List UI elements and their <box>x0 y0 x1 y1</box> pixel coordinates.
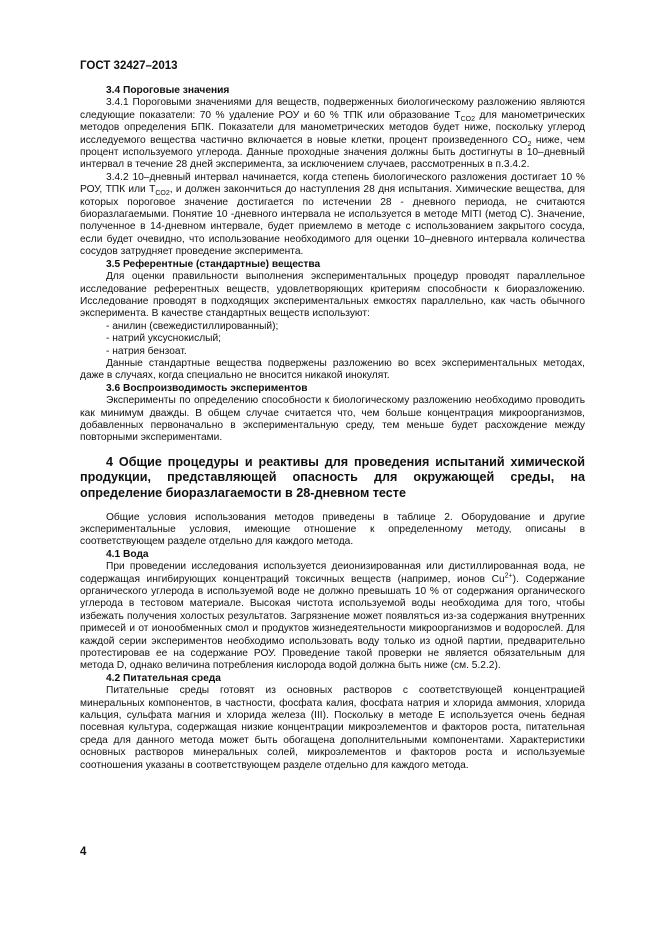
section-4-heading: 4 Общие процедуры и реактивы для проведения испытаний химической продукции, представляющей опасность для окружающей среды, на определение биоразлагаемости в 28-дневном тесте <box>80 454 585 500</box>
section-3-6-title: 3.6 Воспроизводимость экспериментов <box>106 382 308 394</box>
paragraph-3-4-2: 3.4.2 10–дневный интервал начинается, когда степень биологического разложения достигает 10 % РОУ, ТПК или $T_{CO2}$, и должен закончиться до наступления 28 дня испытания. Химические вещества, для которых пороговое значение достигается по истечении 28 - дневного периода, не считаются биоразлагаемыми. Понятие 10 -дневного интервала не используется в методе MITI (метод C). Значение, полученное в 14-дневном интервале, будет приемлемо в методе с использованием закрытого сосуда, если будет очевидно, что использование необходимого для оценки 10–дневного интервала количества сосудов затрудняет проведение эксперимента. <box>80 171 585 258</box>
paragraph-3-5-2: Данные стандартные вещества подвержены разложению во всех экспериментальных методах, даже в случаях, когда специально не вносится никакой инокулят. <box>80 357 585 382</box>
paragraph-3-5-1: Для оценки правильности выполнения экспериментальных процедур проводят параллельное исследование референтных веществ, удовлетворяющих критериям способности к биоразложению. Исследование проводят в подходящих экспериментальных емкостях параллельно, как часть обычного эксперимента. В качестве стандартных веществ используют: <box>80 271 585 320</box>
list-item: - анилин (свежедистиллированный); <box>106 320 279 332</box>
paragraph-4-1-1: При проведении исследования используется деионизированная или дистиллированная вода, не содержащая ингибирующих концентраций токсичных веществ (например, ионов $Cu^{2+}$). Содержание органического углерода в используемой воде не должно превышать 10 % от содержания органического углерода в тестовом материале. Высокая чистота используемой воды необходима для того, чтобы избежать получения холостых результатов. Загрязнение может появляться из-за содержания внутренних примесей и от ионообменных смол и продуктов жизнедеятельности микроорганизмов и водорослей. Для каждой серии экспериментов необходимо использовать воду только из одной партии, предварительно протестировав ее на содержание РОУ. Проведение такой проверки не является обязательным для метода D, однако величина потребления кислорода водой должна быть ниже (см. 5.2.2). <box>80 561 586 672</box>
list-item: - натрия бензоат. <box>106 345 187 357</box>
paragraph-3-6-1: Эксперименты по определению способности к биологическому разложению необходимо проводить как минимум дважды. В общем случае считается что, чем больше концентрация микроорганизмов, добавленных первоначально в экспериментальную среду, тем меньше будет расхождение между повторными экспериментами. <box>80 395 585 444</box>
paragraph-4-2-1: Питательные среды готовят из основных растворов с соответствующей концентрацией минеральных компонентов, в частности, фосфата калия, фосфата натрия и хлорида аммония, хлорида кальция, сульфата магния и хлорида железа (III). Поскольку в методе E используется очень бедная посевная культура, содержащая низкие концентрации микроэлементов и факторов роста, питательная среда для данного метода может быть обогащена дополнительными компонентами. Характеристики основных растворов минеральных солей, микроэлементов и факторов роста и используемые соотношения указаны в соответствующем разделе отдельно для каждого метода. <box>80 685 585 771</box>
paragraph-4-1: Общие условия использования методов приведены в таблице 2. Оборудование и другие экспериментальные условия, имеющие отношение к определенному методу, описаны в соответствующем разделе отдельно для каждого метода. <box>80 511 585 548</box>
reference-substances-list <box>80 321 585 358</box>
section-4-2-title: 4.2 Питательная среда <box>106 672 221 684</box>
document-header: ГОСТ 32427–2013 <box>80 60 178 72</box>
page-number: 4 <box>80 846 87 858</box>
section-4-1-title: 4.1 Вода <box>106 548 149 560</box>
document-body <box>80 85 585 772</box>
section-3-5-title: 3.5 Референтные (стандартные) вещества <box>106 258 321 270</box>
section-3-4-title: 3.4 Пороговые значения <box>106 85 230 96</box>
paragraph-3-4-1: 3.4.1 Пороговыми значениями для веществ, подверженных биологическому разложению являются следующие показатели: 70 % удаление РОУ и 60 % ТПК или образование $T_{CO2}$ для манометрических методов определения БПК. Показатели для манометрических методов будет ниже, поскольку углерод исследуемого вещества частично включается в новые клетки, процент произведенного $CO_2$ ниже, чем процент используемого углерода. Данные проходные значения должны быть достигнуты в 10–дневный интервал в течение 28 дней эксперимента, за исключением случаев, рассмотренных в п.3.4.2. <box>80 97 585 171</box>
list-item: - натрий уксуснокислый; <box>106 333 221 345</box>
